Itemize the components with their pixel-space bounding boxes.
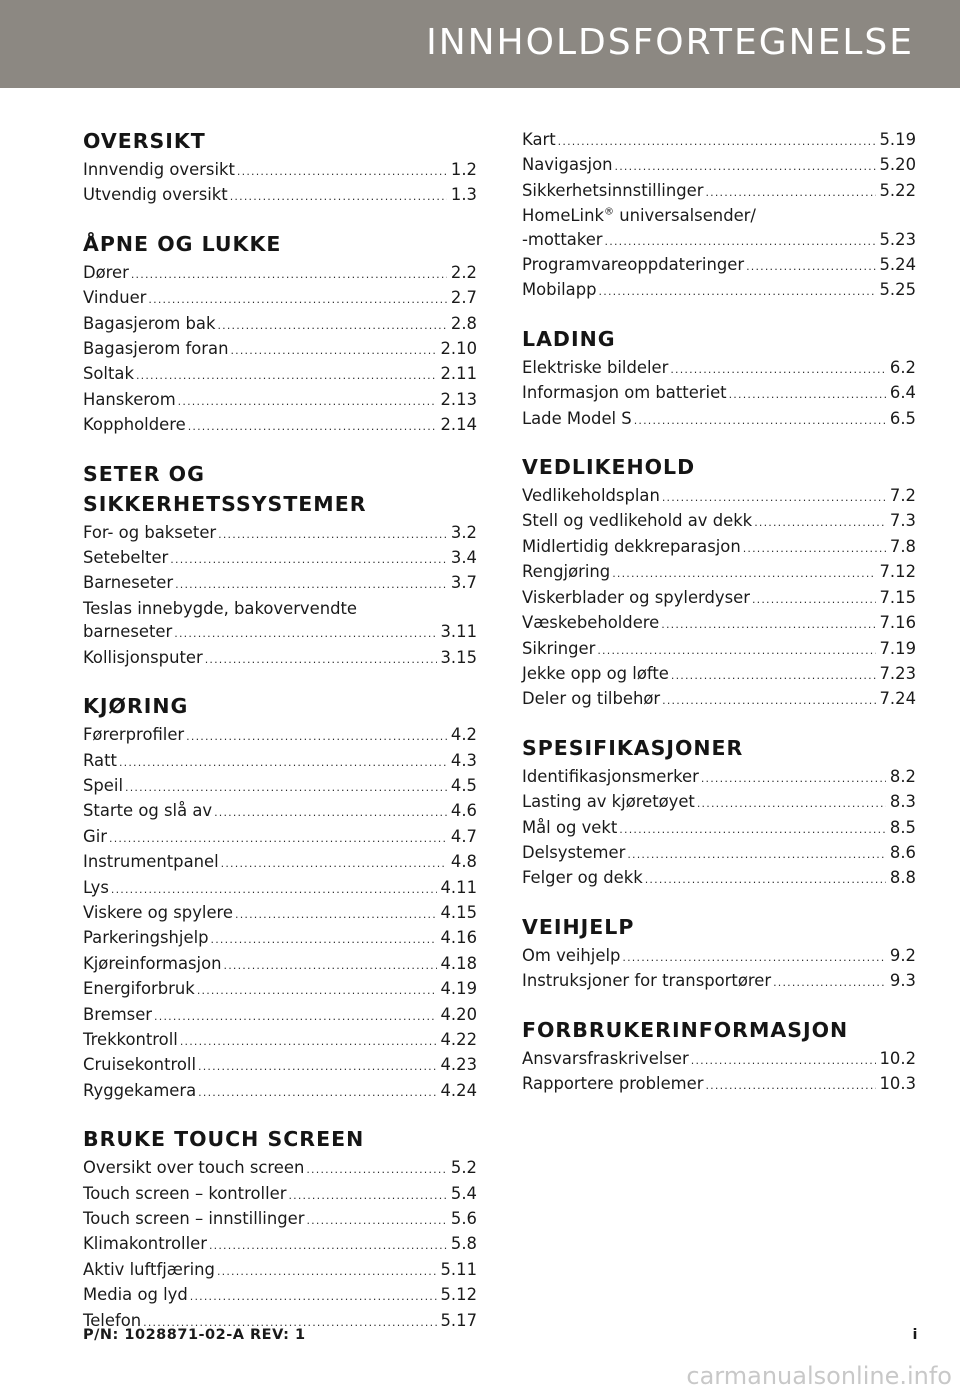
- toc-entry-label: Aktiv luftfjæring: [83, 1259, 215, 1279]
- toc-entry-label: Cruisekontroll: [83, 1055, 197, 1075]
- toc-entry-line1[interactable]: [83, 597, 477, 620]
- toc-entry-page: 2.14: [440, 415, 477, 435]
- toc-entry-page: 8.6: [889, 842, 916, 862]
- dot-leader: [773, 971, 886, 994]
- dot-leader: [180, 1030, 437, 1053]
- toc-entry-page: 3.2: [450, 522, 477, 542]
- toc-entry-label: Instrumentpanel: [83, 852, 219, 872]
- toc-entry-label: Vinduer: [83, 288, 147, 308]
- toc-entry[interactable]: [83, 413, 477, 438]
- toc-entry-page: 5.8: [450, 1234, 477, 1254]
- dot-leader: [634, 409, 886, 432]
- dot-leader: [558, 130, 876, 153]
- toc-entry-page: 4.7: [450, 826, 477, 846]
- toc-entry-page: 7.2: [889, 486, 916, 506]
- toc-entry-label: Rapportere problemer: [522, 1073, 704, 1093]
- dot-leader: [661, 613, 875, 636]
- dot-leader: [729, 383, 886, 406]
- dot-leader: [237, 160, 447, 183]
- dot-leader: [662, 486, 886, 509]
- toc-entry-page: 7.24: [879, 689, 916, 709]
- dot-leader: [111, 878, 437, 901]
- toc-entry[interactable]: [83, 799, 477, 824]
- toc-entry-label: Ansvarsfraskrivelser: [522, 1048, 689, 1068]
- toc-section: [83, 691, 477, 1104]
- toc-section: [522, 1015, 916, 1098]
- dot-leader: [217, 1260, 437, 1283]
- toc-entry[interactable]: [83, 926, 477, 951]
- registered-mark: ®: [603, 206, 614, 218]
- toc-entry[interactable]: [83, 1232, 477, 1257]
- toc-entry-label: Bremser: [83, 1004, 153, 1024]
- toc-entry[interactable]: [522, 816, 916, 841]
- toc-entry[interactable]: [83, 388, 477, 413]
- toc-entry-label: Kjøreinformasjon: [83, 953, 222, 973]
- toc-entry[interactable]: [83, 850, 477, 875]
- toc-entry[interactable]: [83, 1283, 477, 1308]
- toc-entry[interactable]: [522, 866, 916, 891]
- toc-entry-page: 5.6: [450, 1209, 477, 1228]
- toc-entry-label: Klimakontroller: [83, 1234, 207, 1254]
- toc-entry-label: Soltak: [83, 364, 134, 384]
- section-heading: VEDLIKEHOLD: [522, 455, 696, 480]
- toc-entry-label: Mål og vekt: [522, 817, 618, 837]
- dot-leader: [645, 868, 886, 891]
- dot-leader: [125, 776, 447, 799]
- section-heading: SPESIFIKASJONER: [522, 735, 744, 760]
- toc-entry-label: Om veihjelp: [522, 945, 621, 965]
- toc-entry-label: Elektriske bildeler: [522, 357, 669, 377]
- dot-leader: [175, 573, 447, 596]
- toc-entry-page: 4.16: [440, 928, 477, 948]
- toc-entry-page: 4.6: [450, 801, 477, 821]
- toc-entry-label: Telefon: [83, 1310, 142, 1330]
- toc-entry[interactable]: [522, 253, 916, 278]
- toc-entry-page: 1.3: [450, 185, 477, 205]
- toc-entry[interactable]: [83, 876, 477, 901]
- toc-entry[interactable]: [83, 1003, 477, 1028]
- toc-entry-label: Ryggekamera: [83, 1080, 197, 1100]
- toc-entry-page: 10.3: [879, 1073, 916, 1093]
- toc-entry-label: Væskebeholdere: [522, 613, 660, 633]
- toc-entry[interactable]: [83, 977, 477, 1002]
- dot-leader: [154, 1005, 436, 1028]
- toc-entry-label: Hanskerom: [83, 389, 176, 409]
- dot-leader: [605, 230, 876, 253]
- toc-entry-label: Gir: [83, 826, 107, 846]
- toc-entry-page: 8.2: [889, 766, 916, 786]
- toc-entry-page: 8.8: [889, 868, 916, 888]
- page-title: INNHOLDSFORTEGNELSE: [426, 22, 914, 63]
- dot-leader: [209, 1234, 447, 1257]
- toc-entry[interactable]: [83, 1182, 477, 1207]
- toc-entry[interactable]: [522, 509, 916, 534]
- toc-entry-page: 5.19: [879, 130, 916, 149]
- toc-entry-label: barneseter: [83, 622, 173, 642]
- toc-entry[interactable]: [522, 535, 916, 560]
- toc-entry-page: 10.2: [879, 1048, 916, 1068]
- toc-entry-page: 5.22: [879, 180, 916, 200]
- toc-entry[interactable]: [83, 286, 477, 311]
- toc-entry-label: Stell og vedlikehold av dekk: [522, 511, 753, 531]
- section-heading: BRUKE TOUCH SCREEN: [83, 1127, 365, 1152]
- part-number: P/N: 1028871-02-A REV: 1: [83, 1327, 306, 1343]
- toc-entry[interactable]: [522, 765, 916, 790]
- footer: [83, 1327, 918, 1343]
- toc-entry-label: -mottaker: [522, 229, 603, 249]
- toc-section: [83, 459, 477, 671]
- toc-section: [522, 733, 916, 892]
- toc-entry-page: 7.8: [889, 536, 916, 556]
- toc-entry[interactable]: [83, 261, 477, 286]
- toc-entry-page: 1.2: [450, 160, 477, 179]
- toc-entry-line1[interactable]: [522, 204, 916, 227]
- toc-entry[interactable]: [522, 586, 916, 611]
- dot-leader: [217, 314, 446, 337]
- toc-entry[interactable]: [83, 1156, 477, 1181]
- toc-entry-page: 4.20: [440, 1004, 477, 1024]
- dot-leader: [306, 1209, 446, 1232]
- toc-entry[interactable]: [83, 312, 477, 337]
- toc-entry-label: Viskere og spylere: [83, 902, 233, 922]
- dot-leader: [174, 622, 436, 645]
- toc-entry-label: Identifikasjonsmerker: [522, 766, 699, 786]
- toc-entry-page: 5.25: [879, 280, 916, 300]
- toc-entry-label: Jekke opp og løfte: [522, 663, 669, 683]
- toc-entry-page: 5.12: [440, 1285, 477, 1305]
- toc-entry-page: 2.2: [450, 262, 477, 282]
- section-heading: VEIHJELP: [522, 914, 635, 939]
- toc-entry[interactable]: [83, 1258, 477, 1283]
- toc-section: [522, 128, 916, 304]
- toc-entry-page: 4.19: [440, 979, 477, 999]
- dot-leader: [190, 1285, 437, 1308]
- toc-column-right: [522, 128, 916, 1117]
- toc-entry[interactable]: [522, 179, 916, 204]
- toc-entry-label: Sikkerhetsinnstillinger: [522, 180, 704, 200]
- toc-entry[interactable]: [83, 546, 477, 571]
- toc-entry[interactable]: [83, 337, 477, 362]
- toc-entry-page: 5.17: [440, 1310, 477, 1330]
- toc-entry[interactable]: [522, 790, 916, 815]
- dot-leader: [188, 415, 437, 438]
- toc-entry[interactable]: [83, 362, 477, 387]
- toc-entry-label: Innvendig oversikt: [83, 160, 235, 179]
- toc-entry-page: 5.2: [450, 1158, 477, 1178]
- toc-entry[interactable]: [522, 687, 916, 712]
- toc-entry[interactable]: [83, 158, 477, 183]
- dot-leader: [691, 1049, 876, 1072]
- toc-entry[interactable]: [83, 571, 477, 596]
- toc-entry-page: 4.8: [450, 852, 477, 872]
- toc-entry-label: Oversikt over touch screen: [83, 1158, 305, 1178]
- toc-entry-label: Bagasjerom foran: [83, 339, 229, 359]
- toc-entry-label: Utvendig oversikt: [83, 185, 228, 205]
- toc-entry[interactable]: [522, 662, 916, 687]
- toc-entry-label: Viskerblader og spylerdyser: [522, 587, 750, 607]
- toc-entry[interactable]: [83, 774, 477, 799]
- toc-entry[interactable]: [522, 128, 916, 153]
- toc-entry[interactable]: [522, 153, 916, 178]
- toc-section: [522, 324, 916, 432]
- toc-column-left: [83, 126, 477, 1354]
- section-heading: ÅPNE OG LUKKE: [83, 231, 282, 256]
- dot-leader: [235, 903, 437, 926]
- toc-section: [522, 912, 916, 995]
- toc-entry-page: 9.3: [889, 971, 916, 991]
- toc-entry-page: 2.7: [450, 288, 477, 308]
- toc-entry-page: 8.3: [889, 792, 916, 812]
- toc-entry[interactable]: [83, 825, 477, 850]
- dot-leader: [746, 255, 875, 278]
- dot-leader: [136, 364, 437, 387]
- toc-entry[interactable]: [83, 952, 477, 977]
- toc-entry-label: Mobilapp: [522, 280, 597, 300]
- toc-entry-label: Energiforbruk: [83, 979, 195, 999]
- dot-leader: [197, 979, 437, 1002]
- toc-entry[interactable]: [83, 521, 477, 546]
- toc-entry[interactable]: [522, 278, 916, 303]
- dot-leader: [198, 1081, 436, 1104]
- dot-leader: [230, 339, 436, 362]
- dot-leader: [754, 511, 886, 534]
- toc-entry[interactable]: [83, 723, 477, 748]
- toc-entry-page: 5.11: [440, 1259, 477, 1279]
- dot-leader: [662, 689, 875, 712]
- page-number: i: [912, 1327, 918, 1343]
- toc-entry-page: 7.16: [879, 613, 916, 633]
- dot-leader: [670, 358, 886, 381]
- toc-entry[interactable]: [522, 560, 916, 585]
- toc-entry-page: 7.3: [889, 511, 916, 531]
- dot-leader: [198, 1055, 436, 1078]
- toc-entry-label: Touch screen – kontroller: [83, 1183, 287, 1203]
- dot-leader: [597, 639, 875, 662]
- dot-leader: [109, 827, 447, 850]
- dot-leader: [178, 390, 437, 413]
- toc-entry-page: 4.18: [440, 953, 477, 973]
- dot-leader: [743, 537, 886, 560]
- dot-leader: [752, 588, 876, 611]
- dot-leader: [224, 954, 437, 977]
- dot-leader: [211, 928, 437, 951]
- toc-entry-label-line1: HomeLink: [522, 206, 604, 226]
- toc-entry-page: 3.11: [440, 622, 477, 642]
- toc-section: [83, 1124, 477, 1334]
- toc-entry-page: 7.12: [879, 562, 916, 582]
- toc-entry[interactable]: [522, 1047, 916, 1072]
- toc-entry-page: 2.8: [450, 313, 477, 333]
- toc-entry-label: For- og bakseter: [83, 522, 217, 542]
- section-heading: KJØRING: [83, 694, 189, 719]
- toc-entry-label: Touch screen – innstillinger: [83, 1209, 305, 1228]
- toc-entry[interactable]: [522, 407, 916, 432]
- toc-entry-label: Speil: [83, 775, 124, 795]
- section-heading: FORBRUKERINFORMASJON: [522, 1017, 849, 1042]
- toc-entry[interactable]: [83, 646, 477, 671]
- dot-leader: [218, 523, 447, 546]
- toc-entry-label: Navigasjon: [522, 155, 613, 175]
- dot-leader: [615, 155, 876, 178]
- dot-leader: [186, 725, 447, 748]
- dot-leader: [119, 751, 447, 774]
- toc-entry-page: 4.22: [440, 1029, 477, 1049]
- toc-entry[interactable]: [522, 969, 916, 994]
- toc-entry[interactable]: [83, 1053, 477, 1078]
- toc-entry-page: 5.4: [450, 1183, 477, 1203]
- toc-entry-label-line1-rest: universalsender/: [613, 206, 756, 226]
- toc-entry-page: 3.15: [440, 647, 477, 667]
- toc-entry-label-line1: Teslas innebygde, bakovervendte: [83, 598, 358, 618]
- watermark: carmanualsonline.info: [686, 1362, 952, 1390]
- dot-leader: [671, 664, 876, 687]
- toc-section: [83, 229, 477, 439]
- toc-entry-label: Instruksjoner for transportører: [522, 971, 772, 991]
- dot-leader: [705, 181, 875, 204]
- toc-entry-label: Lade Model S: [522, 408, 632, 428]
- dot-leader: [705, 1074, 875, 1097]
- toc-entry-label: Delsystemer: [522, 842, 626, 862]
- toc-entry-page: 5.23: [879, 229, 916, 249]
- toc-entry-label: Bagasjerom bak: [83, 313, 216, 333]
- toc-entry-label: Programvareoppdateringer: [522, 255, 745, 275]
- toc-entry[interactable]: [83, 749, 477, 774]
- dot-leader: [131, 263, 447, 286]
- toc-entry-label: Setebelter: [83, 548, 169, 568]
- toc-entry-page: 2.13: [440, 389, 477, 409]
- toc-entry-page: 4.3: [450, 750, 477, 770]
- toc-entry-page: 6.4: [889, 383, 916, 403]
- dot-leader: [148, 288, 447, 311]
- toc-entry-page: 9.2: [889, 945, 916, 965]
- dot-leader: [306, 1158, 447, 1181]
- toc-entry-label: Felger og dekk: [522, 868, 643, 888]
- toc-entry[interactable]: [83, 1207, 477, 1232]
- toc-entry-label: Lys: [83, 877, 109, 897]
- toc-entry-page: 6.2: [889, 357, 916, 377]
- toc-entry-page: 2.11: [440, 364, 477, 384]
- dot-leader: [205, 648, 437, 671]
- toc-entry-page: 3.4: [450, 548, 477, 568]
- toc-entry[interactable]: [522, 356, 916, 381]
- toc-entry-label: Vedlikeholdsplan: [522, 486, 660, 506]
- toc-section: [83, 126, 477, 209]
- dot-leader: [697, 792, 886, 815]
- dot-leader: [288, 1184, 446, 1207]
- toc-entry[interactable]: [522, 841, 916, 866]
- dot-leader: [230, 185, 447, 208]
- toc-entry-page: 5.24: [879, 255, 916, 275]
- toc-entry[interactable]: [522, 611, 916, 636]
- toc-entry[interactable]: [522, 1072, 916, 1097]
- toc-entry-page: 4.15: [440, 902, 477, 922]
- toc-entry-page: 3.7: [450, 573, 477, 593]
- toc-entry-page: 5.20: [879, 155, 916, 175]
- toc-entry-label: Sikringer: [522, 638, 596, 658]
- toc-entry-page: 7.23: [879, 663, 916, 683]
- section-heading: LADING: [522, 326, 616, 351]
- toc-entry-label: Kart: [522, 130, 556, 149]
- toc-entry-page: 4.5: [450, 775, 477, 795]
- toc-entry[interactable]: [522, 228, 916, 253]
- toc-entry-label: Barneseter: [83, 573, 174, 593]
- dot-leader: [214, 801, 447, 824]
- toc-entry-label: Trekkontroll: [83, 1029, 178, 1049]
- toc-entry-label: Koppholdere: [83, 415, 186, 435]
- section-heading: OVERSIKT: [83, 129, 206, 153]
- toc-entry-page: 6.5: [889, 408, 916, 428]
- toc-entry-page: 7.19: [879, 638, 916, 658]
- dot-leader: [599, 280, 876, 303]
- toc-entry-label: Informasjon om batteriet: [522, 383, 727, 403]
- toc-entry-page: 2.10: [440, 339, 477, 359]
- toc-entry-page: 4.2: [450, 725, 477, 745]
- toc-entry-page: 4.11: [440, 877, 477, 897]
- dot-leader: [170, 548, 447, 571]
- toc-entry[interactable]: [83, 1079, 477, 1104]
- toc-entry-label: Media og lyd: [83, 1285, 188, 1305]
- toc-entry-page: 7.15: [879, 587, 916, 607]
- toc-entry-label: Ratt: [83, 750, 117, 770]
- dot-leader: [619, 818, 886, 841]
- toc-entry-label: Parkeringshjelp: [83, 928, 209, 948]
- toc-entry[interactable]: [522, 637, 916, 662]
- toc-section: [522, 452, 916, 713]
- toc-entry[interactable]: [522, 381, 916, 406]
- toc-entry-label: Førerprofiler: [83, 725, 185, 745]
- toc-entry-page: 4.24: [440, 1080, 477, 1100]
- dot-leader: [612, 562, 875, 585]
- dot-leader: [221, 852, 447, 875]
- toc-entry[interactable]: [522, 944, 916, 969]
- toc-entry-label: Deler og tilbehør: [522, 689, 661, 709]
- dot-leader: [627, 843, 886, 866]
- toc-entry-label: Lasting av kjøretøyet: [522, 792, 695, 812]
- toc-entry-label: Midlertidig dekkreparasjon: [522, 536, 741, 556]
- toc-entry[interactable]: [83, 1028, 477, 1053]
- dot-leader: [701, 767, 886, 790]
- header-banner: [0, 0, 960, 88]
- section-heading: SETER OG SIKKERHETSSYSTEMER: [83, 461, 367, 516]
- toc-entry-label: Kollisjonsputer: [83, 647, 203, 667]
- dot-leader: [622, 946, 886, 969]
- toc-entry[interactable]: [83, 620, 477, 645]
- toc-entry-label: Starte og slå av: [83, 801, 213, 821]
- toc-entry[interactable]: [522, 484, 916, 509]
- toc-entry-label: Dører: [83, 262, 129, 282]
- toc-entry-label: Rengjøring: [522, 562, 611, 582]
- toc-entry[interactable]: [83, 183, 477, 208]
- toc-entry-page: 4.23: [440, 1055, 477, 1075]
- toc-entry[interactable]: [83, 901, 477, 926]
- toc-entry-page: 8.5: [889, 817, 916, 837]
